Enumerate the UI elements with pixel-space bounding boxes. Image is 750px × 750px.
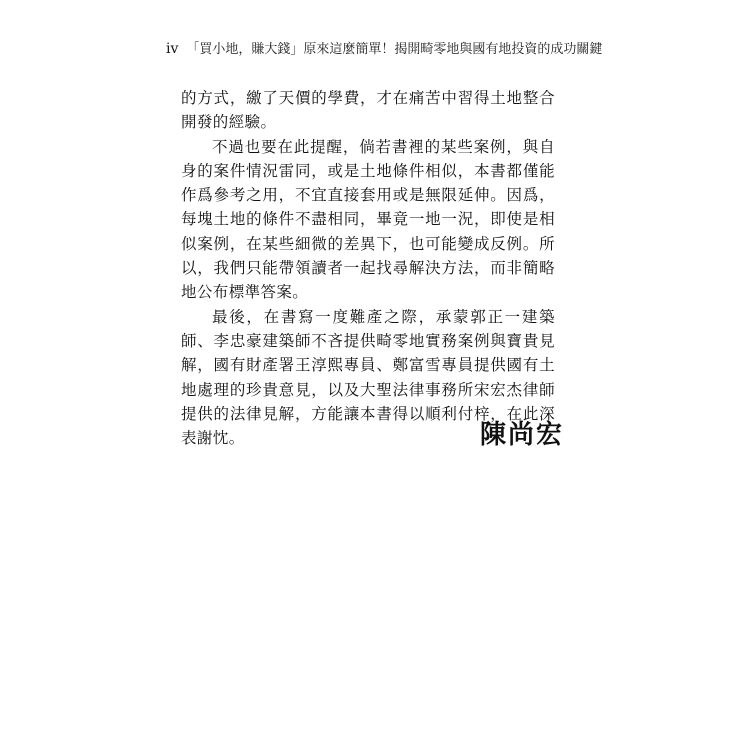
running-header bbox=[166, 40, 603, 59]
page-number: iv bbox=[166, 41, 179, 57]
paragraph-acknowledgements: 最後，在書寫一度難產之際，承蒙郭正一建築師、李忠豪建築師不吝提供畸零地實務案例與寶貴見解，國有財產署王淳熙專員、鄭富雪專員提供國有土地處理的珍貴意見，以及大聖法律事務所宋宏杰律師提供的法律見解，方能讓本書得以順利付梓，在此深表謝忱。 bbox=[181, 307, 555, 448]
paragraph-reminder: 不過也要在此提醒，倘若書裡的某些案例，與自身的案件情況雷同，或是土地條件相似，本書都僅能作爲參考之用，不宜直接套用或是無限延伸。因爲，每塊土地的條件不盡相同，畢竟一地一況，即使是相似案例，在某些細微的差異下，也可能變成反例。所以，我們只能帶領讀者一起找尋解決方法，而非簡略地公布標準答案。 bbox=[181, 137, 555, 302]
header-title: 「買小地，賺大錢」原來這麼簡單！揭開畸零地與國有地投資的成功關鍵 bbox=[186, 42, 603, 57]
paragraph-continuation: 的方式，繳了天價的學費，才在痛苦中習得土地整合開發的經驗。 bbox=[181, 89, 555, 132]
body-text bbox=[181, 86, 555, 450]
author-signature: 陳尚宏 bbox=[480, 420, 565, 450]
